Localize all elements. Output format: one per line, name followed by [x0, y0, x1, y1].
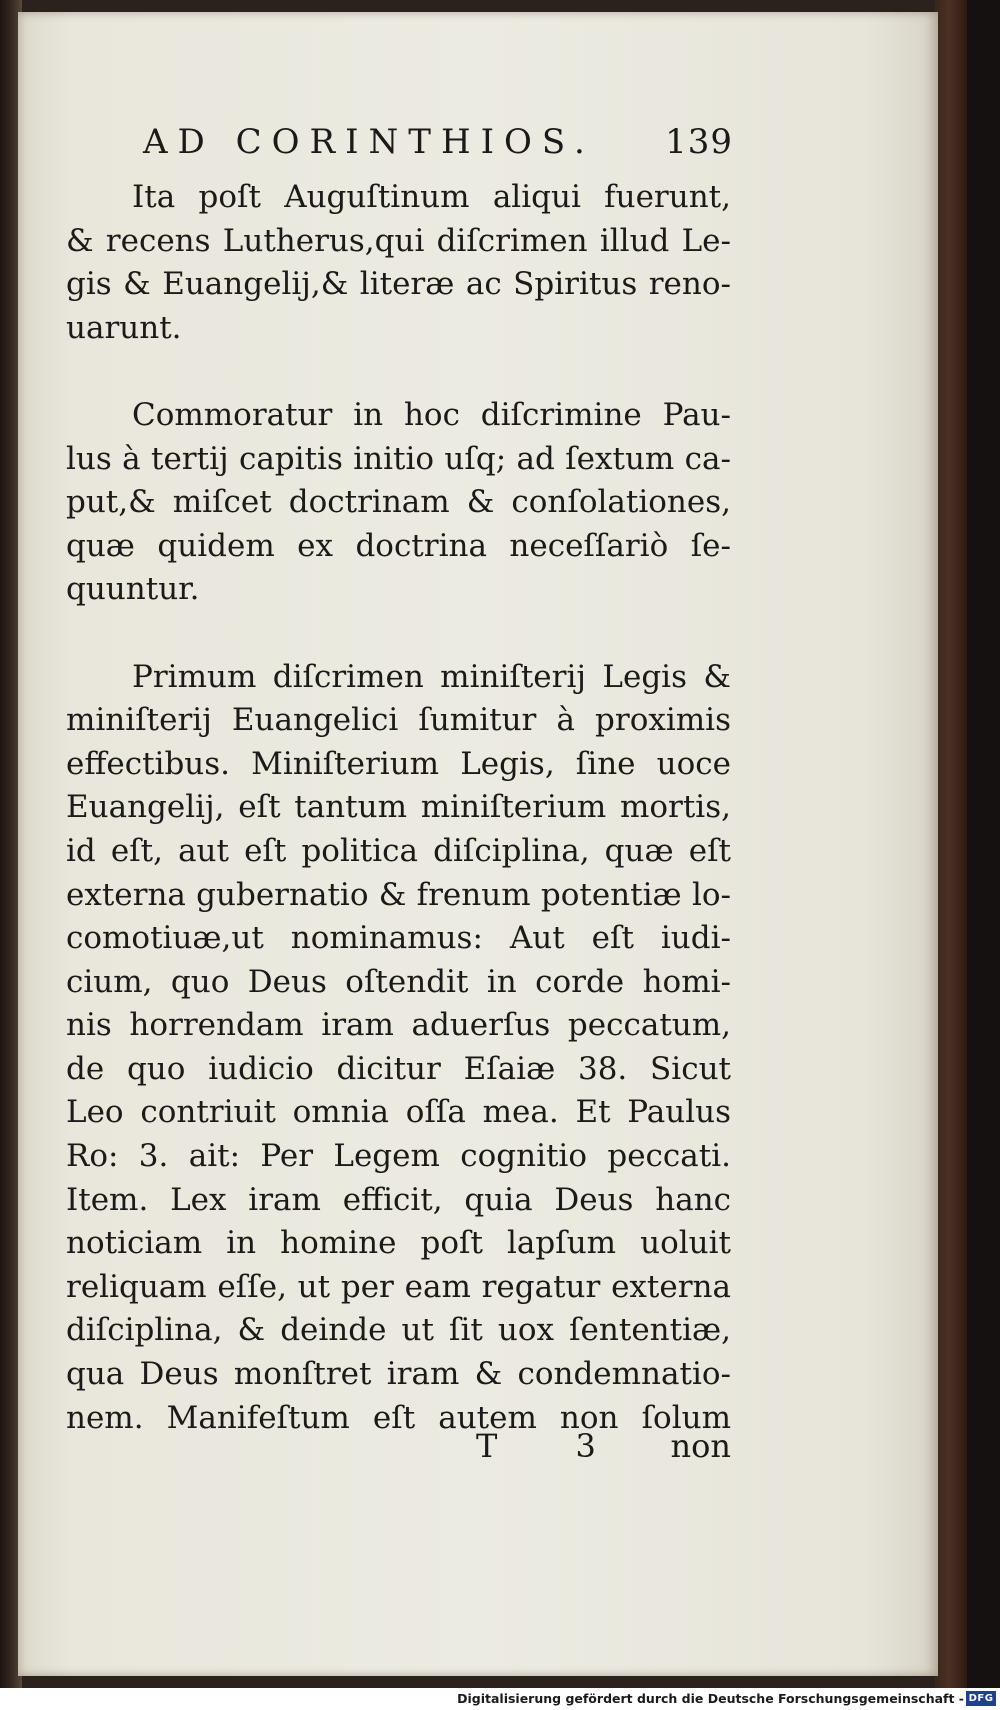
body-text: [66, 176, 731, 1440]
page-header: [128, 117, 733, 167]
text-line: lus à tertij capitis initio uſq; ad ſextum ca-: [66, 440, 731, 477]
text-line: Ita poſt Auguſtinum aliqui fuerunt,: [132, 179, 731, 215]
text-line: reliquam eſſe, ut per eam regatur externa: [66, 1268, 731, 1305]
catchword: non: [670, 1427, 731, 1465]
scan-edge-right: [967, 0, 1000, 1688]
text-line: comotiuæ,ut nominamus: Aut eſt iudi-: [66, 920, 731, 957]
text-line: qua Deus monſtret iram & condemnatio-: [66, 1356, 731, 1393]
dfg-logo: DFG: [966, 1691, 996, 1706]
page-number: 139: [665, 122, 733, 162]
text-line: Euangelij, eſt tantum miniſterium mortis,: [66, 789, 731, 826]
text-line: nem. Manifeſtum eſt autem non ſolum: [66, 1399, 731, 1436]
text-line: cium, quo Deus oſtendit in corde homi-: [66, 963, 731, 1000]
book-cover-edge: [935, 0, 967, 1688]
text-line: effectibus. Miniſterium Legis, ſine uoce: [66, 745, 731, 782]
book-page: [18, 12, 938, 1676]
funding-credit: Digitalisierung gefördert durch die Deutsche Forschungsgemeinschaft -: [457, 1691, 964, 1706]
paragraph-1: [66, 176, 731, 350]
text-line: Item. Lex iram efficit, quia Deus hanc: [66, 1181, 731, 1218]
text-line: uarunt.: [66, 309, 182, 346]
paragraph-2: [66, 394, 731, 612]
text-line: nis horrendam iram aduerſus peccatum,: [66, 1007, 731, 1044]
digitization-footer: [0, 1688, 1000, 1710]
text-line: quuntur.: [66, 571, 200, 608]
text-line: Leo contriuit omnia oſſa mea. Et Paulus: [66, 1094, 731, 1131]
paragraph-3: [66, 656, 731, 1441]
text-line: put,& miſcet doctrinam & conſolationes,: [66, 484, 731, 521]
signature-mark: T 3: [476, 1427, 630, 1465]
page-footer-line: [66, 1422, 731, 1470]
text-line: id eſt, aut eſt politica diſciplina, quæ eſt: [66, 832, 731, 869]
text-line: Primum diſcrimen miniſterij Legis &: [132, 658, 731, 695]
text-line: gis & Euangelij,& literæ ac Spiritus reno-: [66, 266, 731, 303]
running-title: AD CORINTHIOS.: [143, 122, 595, 162]
text-line: Commoratur in hoc diſcrimine Pau-: [132, 396, 731, 433]
text-line: de quo iudicio dicitur Eſaiæ 38. Sicut: [66, 1050, 731, 1087]
text-line: quæ quidem ex doctrina neceſſariò ſe-: [66, 527, 731, 564]
text-line: noticiam in homine poſt lapſum uoluit: [66, 1225, 731, 1262]
text-line: Ro: 3. ait: Per Legem cognitio peccati.: [66, 1138, 731, 1175]
text-line: miniſterij Euangelici ſumitur à proximis: [66, 702, 731, 739]
text-line: externa gubernatio & frenum potentiæ lo-: [66, 876, 731, 913]
text-line: & recens Lutherus,qui diſcrimen illud Le-: [66, 222, 731, 259]
text-line: diſciplina, & deinde ut ſit uox ſententiæ,: [66, 1312, 731, 1349]
